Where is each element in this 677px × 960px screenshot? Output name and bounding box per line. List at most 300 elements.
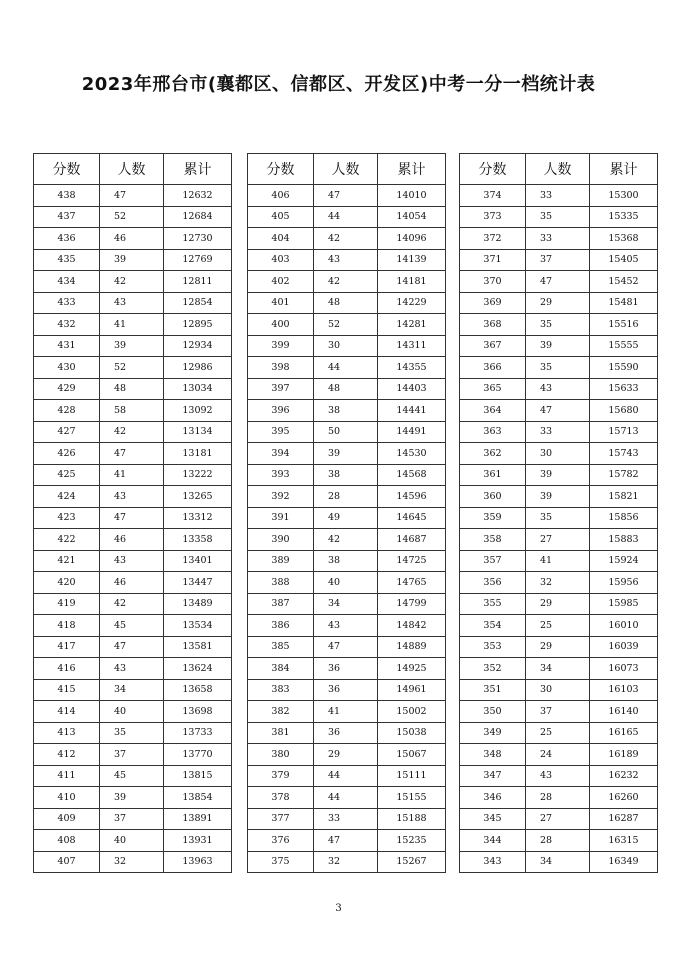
count-cell: 32	[314, 851, 378, 873]
count-cell: 47	[100, 507, 164, 529]
score-cell: 360	[460, 486, 526, 508]
score-table-block-1	[33, 153, 232, 873]
count-cell: 45	[100, 765, 164, 787]
cumulative-cell: 14139	[378, 249, 446, 271]
table-row	[34, 464, 232, 486]
table-row	[460, 249, 658, 271]
cumulative-cell: 16073	[590, 658, 658, 680]
score-cell: 365	[460, 378, 526, 400]
cumulative-cell: 13134	[164, 421, 232, 443]
table-row	[34, 658, 232, 680]
table-row	[248, 486, 446, 508]
cumulative-cell: 15111	[378, 765, 446, 787]
score-cell: 362	[460, 443, 526, 465]
count-cell: 29	[526, 292, 590, 314]
table-row	[248, 529, 446, 551]
count-cell: 43	[314, 249, 378, 271]
score-cell: 416	[34, 658, 100, 680]
score-cell: 406	[248, 185, 314, 207]
cumulative-cell: 15335	[590, 206, 658, 228]
score-cell: 379	[248, 765, 314, 787]
count-cell: 46	[100, 228, 164, 250]
count-cell: 45	[100, 615, 164, 637]
cumulative-cell: 14687	[378, 529, 446, 551]
cumulative-cell: 16140	[590, 701, 658, 723]
count-cell: 28	[526, 830, 590, 852]
cumulative-cell: 16165	[590, 722, 658, 744]
score-cell: 370	[460, 271, 526, 293]
cumulative-cell: 13092	[164, 400, 232, 422]
table-row	[34, 206, 232, 228]
score-cell: 373	[460, 206, 526, 228]
table-row	[460, 185, 658, 207]
count-cell: 46	[100, 529, 164, 551]
table-row	[460, 228, 658, 250]
count-cell: 35	[526, 206, 590, 228]
count-cell: 41	[526, 550, 590, 572]
score-cell: 411	[34, 765, 100, 787]
cumulative-cell: 15155	[378, 787, 446, 809]
score-cell: 381	[248, 722, 314, 744]
table-row	[34, 636, 232, 658]
score-cell: 350	[460, 701, 526, 723]
count-cell: 43	[314, 615, 378, 637]
table-row	[460, 787, 658, 809]
table-row	[248, 593, 446, 615]
count-cell: 50	[314, 421, 378, 443]
cumulative-cell: 14645	[378, 507, 446, 529]
header-score: 分数	[460, 154, 526, 185]
score-cell: 377	[248, 808, 314, 830]
cumulative-cell: 15633	[590, 378, 658, 400]
table-row	[460, 722, 658, 744]
score-cell: 357	[460, 550, 526, 572]
cumulative-cell: 12684	[164, 206, 232, 228]
score-cell: 396	[248, 400, 314, 422]
cumulative-cell: 13658	[164, 679, 232, 701]
cumulative-cell: 14355	[378, 357, 446, 379]
table-row	[460, 357, 658, 379]
score-cell: 414	[34, 701, 100, 723]
count-cell: 38	[314, 400, 378, 422]
score-cell: 391	[248, 507, 314, 529]
table-row	[460, 507, 658, 529]
table-row	[34, 249, 232, 271]
cumulative-cell: 15956	[590, 572, 658, 594]
cumulative-cell: 15038	[378, 722, 446, 744]
cumulative-cell: 14181	[378, 271, 446, 293]
score-cell: 348	[460, 744, 526, 766]
score-cell: 423	[34, 507, 100, 529]
cumulative-cell: 15405	[590, 249, 658, 271]
count-cell: 39	[100, 335, 164, 357]
count-cell: 35	[100, 722, 164, 744]
header-score: 分数	[34, 154, 100, 185]
table-row	[34, 679, 232, 701]
table-row	[248, 507, 446, 529]
cumulative-cell: 16260	[590, 787, 658, 809]
cumulative-cell: 15555	[590, 335, 658, 357]
count-cell: 47	[526, 271, 590, 293]
table-row	[248, 658, 446, 680]
table-row	[248, 615, 446, 637]
cumulative-cell: 12811	[164, 271, 232, 293]
cumulative-cell: 14491	[378, 421, 446, 443]
count-cell: 39	[100, 787, 164, 809]
table-row	[248, 722, 446, 744]
table-header-row	[248, 154, 446, 185]
score-cell: 437	[34, 206, 100, 228]
table-row	[460, 808, 658, 830]
cumulative-cell: 13489	[164, 593, 232, 615]
score-cell: 422	[34, 529, 100, 551]
score-cell: 434	[34, 271, 100, 293]
header-cumulative: 累计	[378, 154, 446, 185]
cumulative-cell: 15883	[590, 529, 658, 551]
score-cell: 351	[460, 679, 526, 701]
count-cell: 42	[100, 271, 164, 293]
count-cell: 42	[314, 529, 378, 551]
cumulative-cell: 16287	[590, 808, 658, 830]
score-cell: 355	[460, 593, 526, 615]
table-row	[34, 830, 232, 852]
count-cell: 43	[100, 292, 164, 314]
table-row	[248, 550, 446, 572]
table-row	[248, 636, 446, 658]
table-row	[460, 572, 658, 594]
count-cell: 32	[100, 851, 164, 873]
cumulative-cell: 13222	[164, 464, 232, 486]
table-row	[34, 808, 232, 830]
score-cell: 389	[248, 550, 314, 572]
table-row	[248, 701, 446, 723]
table-row	[460, 744, 658, 766]
table-row	[460, 421, 658, 443]
score-cell: 431	[34, 335, 100, 357]
score-cell: 349	[460, 722, 526, 744]
cumulative-cell: 13815	[164, 765, 232, 787]
cumulative-cell: 12769	[164, 249, 232, 271]
table-row	[460, 335, 658, 357]
table-row	[248, 335, 446, 357]
table-row	[460, 765, 658, 787]
table-row	[460, 701, 658, 723]
score-cell: 384	[248, 658, 314, 680]
count-cell: 42	[100, 593, 164, 615]
header-count: 人数	[314, 154, 378, 185]
table-row	[248, 314, 446, 336]
cumulative-cell: 15590	[590, 357, 658, 379]
cumulative-cell: 13534	[164, 615, 232, 637]
table-row	[34, 335, 232, 357]
score-cell: 388	[248, 572, 314, 594]
table-row	[34, 593, 232, 615]
table-row	[460, 378, 658, 400]
table-row	[34, 357, 232, 379]
count-cell: 25	[526, 615, 590, 637]
table-row	[248, 830, 446, 852]
count-cell: 43	[526, 765, 590, 787]
table-row	[248, 443, 446, 465]
table-row	[34, 765, 232, 787]
count-cell: 52	[100, 206, 164, 228]
table-row	[34, 851, 232, 873]
table-row	[460, 464, 658, 486]
table-row	[34, 443, 232, 465]
cumulative-cell: 15743	[590, 443, 658, 465]
score-cell: 394	[248, 443, 314, 465]
cumulative-cell: 13581	[164, 636, 232, 658]
table-row	[248, 808, 446, 830]
score-cell: 417	[34, 636, 100, 658]
cumulative-cell: 15924	[590, 550, 658, 572]
count-cell: 41	[100, 464, 164, 486]
score-cell: 363	[460, 421, 526, 443]
cumulative-cell: 13733	[164, 722, 232, 744]
score-cell: 345	[460, 808, 526, 830]
table-row	[34, 378, 232, 400]
table-row	[34, 572, 232, 594]
count-cell: 48	[314, 292, 378, 314]
table-row	[460, 636, 658, 658]
score-cell: 358	[460, 529, 526, 551]
cumulative-cell: 15368	[590, 228, 658, 250]
table-row	[34, 271, 232, 293]
table-row	[248, 400, 446, 422]
score-cell: 438	[34, 185, 100, 207]
cumulative-cell: 14281	[378, 314, 446, 336]
cumulative-cell: 15300	[590, 185, 658, 207]
count-cell: 28	[314, 486, 378, 508]
count-cell: 36	[314, 722, 378, 744]
cumulative-cell: 16010	[590, 615, 658, 637]
count-cell: 30	[314, 335, 378, 357]
table-row	[460, 443, 658, 465]
score-cell: 398	[248, 357, 314, 379]
cumulative-cell: 14229	[378, 292, 446, 314]
count-cell: 38	[314, 464, 378, 486]
score-cell: 413	[34, 722, 100, 744]
count-cell: 43	[526, 378, 590, 400]
header-score: 分数	[248, 154, 314, 185]
count-cell: 33	[314, 808, 378, 830]
table-row	[34, 615, 232, 637]
count-cell: 39	[526, 335, 590, 357]
cumulative-cell: 13265	[164, 486, 232, 508]
score-cell: 382	[248, 701, 314, 723]
count-cell: 47	[314, 830, 378, 852]
table-row	[460, 679, 658, 701]
score-cell: 408	[34, 830, 100, 852]
count-cell: 48	[314, 378, 378, 400]
cumulative-cell: 13891	[164, 808, 232, 830]
score-table-block-2	[247, 153, 446, 873]
table-row	[34, 314, 232, 336]
score-cell: 368	[460, 314, 526, 336]
cumulative-cell: 13358	[164, 529, 232, 551]
table-row	[460, 615, 658, 637]
count-cell: 52	[100, 357, 164, 379]
cumulative-cell: 15516	[590, 314, 658, 336]
count-cell: 47	[314, 185, 378, 207]
count-cell: 49	[314, 507, 378, 529]
table-row	[248, 249, 446, 271]
table-row	[248, 464, 446, 486]
table-row	[34, 529, 232, 551]
cumulative-cell: 12986	[164, 357, 232, 379]
score-cell: 403	[248, 249, 314, 271]
cumulative-cell: 14961	[378, 679, 446, 701]
table-row	[34, 507, 232, 529]
cumulative-cell: 13624	[164, 658, 232, 680]
count-cell: 44	[314, 787, 378, 809]
table-row	[248, 787, 446, 809]
table-row	[248, 206, 446, 228]
cumulative-cell: 16349	[590, 851, 658, 873]
count-cell: 44	[314, 357, 378, 379]
score-cell: 372	[460, 228, 526, 250]
count-cell: 27	[526, 808, 590, 830]
cumulative-cell: 14889	[378, 636, 446, 658]
cumulative-cell: 16189	[590, 744, 658, 766]
table-row	[460, 400, 658, 422]
score-cell: 361	[460, 464, 526, 486]
count-cell: 37	[526, 701, 590, 723]
table-row	[34, 185, 232, 207]
table-row	[34, 701, 232, 723]
count-cell: 38	[314, 550, 378, 572]
cumulative-cell: 12632	[164, 185, 232, 207]
count-cell: 48	[100, 378, 164, 400]
score-cell: 366	[460, 357, 526, 379]
score-cell: 395	[248, 421, 314, 443]
table-row	[34, 421, 232, 443]
score-cell: 433	[34, 292, 100, 314]
table-row	[248, 228, 446, 250]
cumulative-cell: 13963	[164, 851, 232, 873]
score-cell: 364	[460, 400, 526, 422]
score-cell: 420	[34, 572, 100, 594]
score-cell: 367	[460, 335, 526, 357]
score-cell: 428	[34, 400, 100, 422]
score-cell: 353	[460, 636, 526, 658]
cumulative-cell: 13312	[164, 507, 232, 529]
score-cell: 429	[34, 378, 100, 400]
score-cell: 402	[248, 271, 314, 293]
table-row	[248, 765, 446, 787]
score-cell: 405	[248, 206, 314, 228]
count-cell: 41	[100, 314, 164, 336]
count-cell: 29	[526, 636, 590, 658]
score-cell: 387	[248, 593, 314, 615]
score-cell: 436	[34, 228, 100, 250]
table-row	[460, 292, 658, 314]
score-cell: 371	[460, 249, 526, 271]
header-count: 人数	[100, 154, 164, 185]
score-cell: 346	[460, 787, 526, 809]
count-cell: 39	[314, 443, 378, 465]
table-row	[460, 593, 658, 615]
cumulative-cell: 12895	[164, 314, 232, 336]
table-row	[460, 851, 658, 873]
count-cell: 33	[526, 421, 590, 443]
score-cell: 415	[34, 679, 100, 701]
count-cell: 33	[526, 185, 590, 207]
table-row	[34, 400, 232, 422]
count-cell: 42	[314, 271, 378, 293]
table-row	[460, 206, 658, 228]
count-cell: 42	[100, 421, 164, 443]
cumulative-cell: 13931	[164, 830, 232, 852]
cumulative-cell: 13770	[164, 744, 232, 766]
count-cell: 25	[526, 722, 590, 744]
cumulative-cell: 14596	[378, 486, 446, 508]
table-row	[460, 658, 658, 680]
header-cumulative: 累计	[590, 154, 658, 185]
count-cell: 58	[100, 400, 164, 422]
cumulative-cell: 13854	[164, 787, 232, 809]
score-cell: 385	[248, 636, 314, 658]
cumulative-cell: 15481	[590, 292, 658, 314]
score-cell: 376	[248, 830, 314, 852]
score-cell: 418	[34, 615, 100, 637]
table-row	[248, 851, 446, 873]
cumulative-cell: 15267	[378, 851, 446, 873]
table-header-row	[34, 154, 232, 185]
cumulative-cell: 12934	[164, 335, 232, 357]
score-cell: 432	[34, 314, 100, 336]
score-cell: 392	[248, 486, 314, 508]
cumulative-cell: 13447	[164, 572, 232, 594]
cumulative-cell: 15235	[378, 830, 446, 852]
count-cell: 52	[314, 314, 378, 336]
count-cell: 35	[526, 357, 590, 379]
table-row	[248, 421, 446, 443]
count-cell: 29	[314, 744, 378, 766]
table-row	[460, 529, 658, 551]
cumulative-cell: 14568	[378, 464, 446, 486]
score-cell: 426	[34, 443, 100, 465]
count-cell: 37	[100, 744, 164, 766]
cumulative-cell: 14799	[378, 593, 446, 615]
count-cell: 30	[526, 443, 590, 465]
score-cell: 409	[34, 808, 100, 830]
cumulative-cell: 15782	[590, 464, 658, 486]
score-cell: 359	[460, 507, 526, 529]
count-cell: 34	[314, 593, 378, 615]
score-cell: 343	[460, 851, 526, 873]
table-row	[248, 378, 446, 400]
count-cell: 30	[526, 679, 590, 701]
score-cell: 412	[34, 744, 100, 766]
table-row	[248, 572, 446, 594]
table-row	[34, 228, 232, 250]
count-cell: 35	[526, 314, 590, 336]
cumulative-cell: 14530	[378, 443, 446, 465]
cumulative-cell: 14403	[378, 378, 446, 400]
table-header-row	[460, 154, 658, 185]
table-row	[34, 722, 232, 744]
count-cell: 28	[526, 787, 590, 809]
table-row	[248, 271, 446, 293]
page-number: 3	[335, 903, 342, 914]
score-cell: 344	[460, 830, 526, 852]
table-row	[248, 679, 446, 701]
cumulative-cell: 13698	[164, 701, 232, 723]
count-cell: 36	[314, 679, 378, 701]
count-cell: 47	[100, 185, 164, 207]
score-cell: 375	[248, 851, 314, 873]
